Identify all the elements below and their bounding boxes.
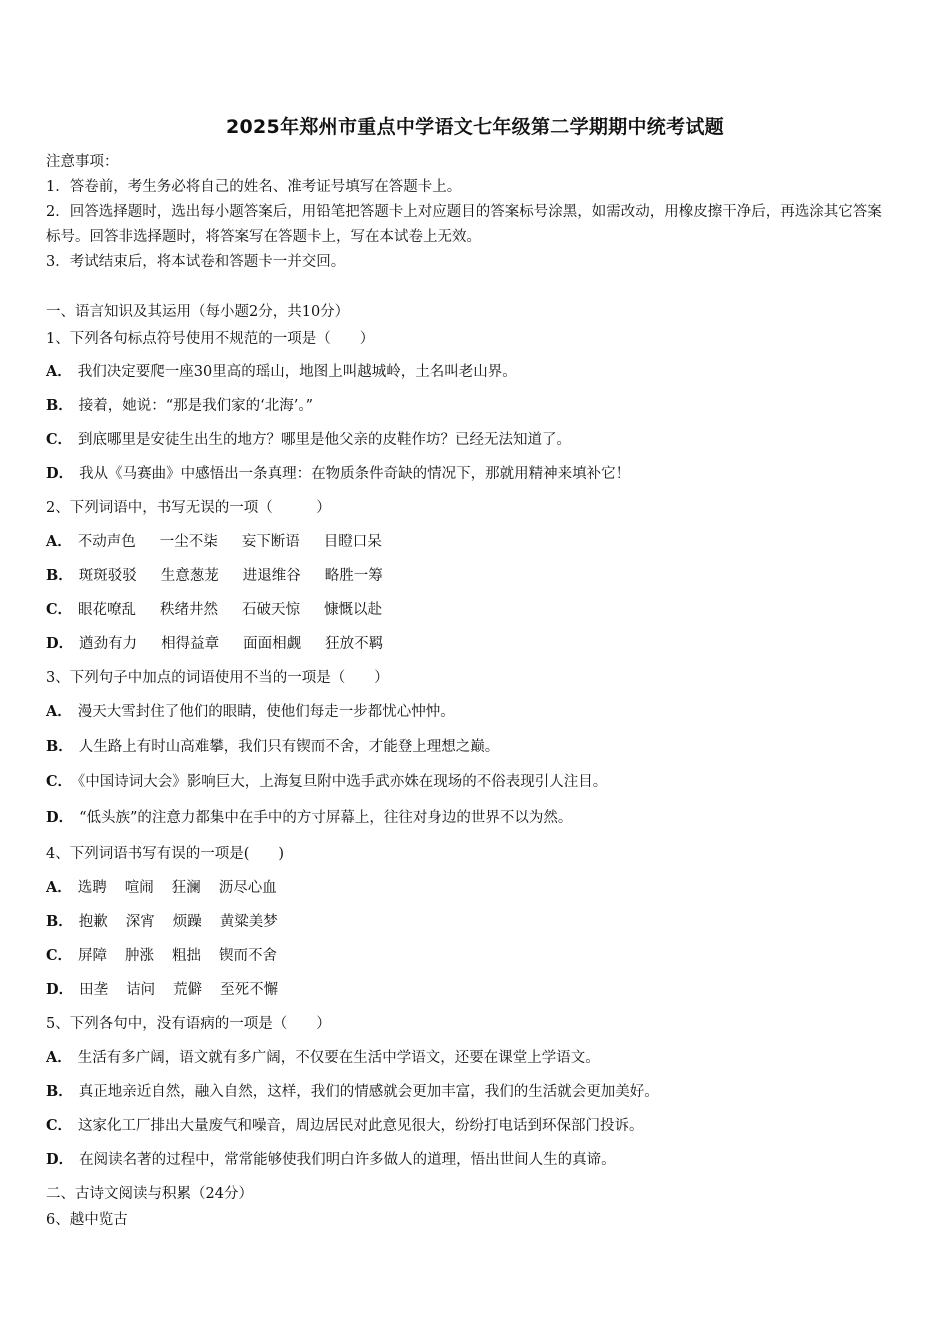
q3-stem: 3、下列句子中加点的词语使用不当的一项是（ ） — [46, 670, 389, 686]
q4-option-b: B． 抱歉 深宵 烦躁 黄粱美梦 — [46, 913, 278, 930]
note-item: 2．回答选择题时，选出每小题答案后，用铅笔把答题卡上对应题目的答案标号涂黑，如需改动，用橡皮擦干净后，再选涂其它答案标号。回答非选择题时，将答案写在答题卡上，写在本试卷上无效。 — [46, 204, 882, 245]
q5-option-d: D． 在阅读名著的过程中，常常能够使我们明白许多做人的道理，悟出世间人生的真谛。 — [46, 1151, 616, 1168]
q5-option-c: C． 这家化工厂排出大量废气和噪音，周边居民对此意见很大，纷纷打电话到环保部门投诉。 — [46, 1117, 644, 1134]
option-text: 人生路上有时山高难攀，我们只有锲而不舍，才能登上理想之巅。 — [78, 739, 500, 755]
option-text: 《中国诗词大会》影响巨大，上海复旦附中选手武亦姝在现场的不俗表现引人注目。 — [78, 774, 608, 790]
q1-option-a: A． 我们决定要爬一座30里高的瑶山，地图上叫越城岭，土名叫老山界。 — [46, 363, 517, 380]
option-text: 真正地亲近自然，融入自然，这样，我们的情感就会更加丰富，我们的生活就会更加美好。 — [78, 1084, 659, 1100]
option-text: 漫天大雪封住了他们的眼睛，使他们每走一步都忧心忡忡。 — [77, 704, 455, 720]
q1-option-c: C． 到底哪里是安徒生出生的地方？哪里是他父亲的皮鞋作坊？已经无法知道了。 — [46, 431, 572, 448]
q1-option-d: D． 我从《马赛曲》中感悟出一条真理：在物质条件奇缺的情况下，那就用精神来填补它！ — [46, 465, 631, 482]
q5-stem: 5、下列各句中，没有语病的一项是（ ） — [46, 1016, 331, 1032]
q3-option-a: A． 漫天大雪封住了他们的眼睛，使他们每走一步都忧心忡忡。 — [46, 703, 455, 720]
q6-stem: 6、越中览古 — [46, 1212, 128, 1228]
q4-option-d: D． 田垄 诘问 荒僻 至死不懈 — [46, 981, 279, 998]
option-text: “低头族”的注意力都集中在手中的方寸屏幕上，往往对身边的世界不以为然。 — [79, 810, 573, 826]
section-heading-2: 二、古诗文阅读与积累（24分） — [46, 1186, 253, 1202]
option-text: 我们决定要爬一座30里高的瑶山，地图上叫越城岭，土名叫老山界。 — [77, 364, 517, 380]
q3-option-d: D． “低头族”的注意力都集中在手中的方寸屏幕上，往往对身边的世界不以为然。 — [46, 809, 573, 826]
q2-option-c: C． 眼花嘹乱 秩绪井然 石破天惊 慷慨以赴 — [46, 601, 383, 618]
note-item: 3．考试结束后，将本试卷和答题卡一并交回。 — [46, 254, 346, 270]
q5-option-b: B． 真正地亲近自然，融入自然，这样，我们的情感就会更加丰富，我们的生活就会更加美好。 — [46, 1083, 659, 1100]
option-text: 到底哪里是安徒生出生的地方？哪里是他父亲的皮鞋作坊？已经无法知道了。 — [78, 432, 572, 448]
q3-option-b: B． 人生路上有时山高难攀，我们只有锲而不舍，才能登上理想之巅。 — [46, 738, 500, 755]
page-title: 2025年郑州市重点中学语文七年级第二学期期中统考试题 — [226, 116, 724, 138]
option-text: 在阅读名著的过程中，常常能够使我们明白许多做人的道理，悟出世间人生的真谛。 — [79, 1152, 616, 1168]
q4-stem: 4、下列词语书写有误的一项是( ) — [46, 846, 285, 862]
q2-option-a: A． 不动声色 一尘不柒 妄下断语 目瞪口呆 — [46, 533, 382, 550]
q5-option-a: A． 生活有多广阔，语文就有多广阔，不仅要在生活中学语文，还要在课堂上学语文。 — [46, 1049, 600, 1066]
section-heading-1: 一、语言知识及其运用（每小题2分，共10分） — [46, 304, 350, 320]
option-text: 接着，她说：“那是我们家的‘北海’。” — [78, 398, 314, 414]
q1-option-b: B． 接着，她说：“那是我们家的‘北海’。” — [46, 397, 314, 414]
note-item: 1．答卷前，考生务必将自己的姓名、准考证号填写在答题卡上。 — [46, 179, 462, 195]
q2-stem: 2、下列词语中，书写无误的一项（ ） — [46, 500, 331, 516]
q2-option-b: B． 斑斑驳驳 生意葱茏 进退维谷 略胜一筹 — [46, 567, 383, 584]
option-text: 我从《马赛曲》中感悟出一条真理：在物质条件奇缺的情况下，那就用精神来填补它！ — [79, 466, 631, 482]
q4-option-c: C． 屏障 肿涨 粗拙 锲而不舍 — [46, 947, 278, 964]
option-text: 这家化工厂排出大量废气和噪音，周边居民对此意见很大，纷纷打电话到环保部门投诉。 — [78, 1118, 644, 1134]
q2-option-d: D． 遒劲有力 相得益章 面面相觑 狂放不羁 — [46, 635, 384, 652]
q1-stem: 1、下列各句标点符号使用不规范的一项是（ ） — [46, 331, 375, 347]
notes-heading: 注意事项： — [46, 154, 119, 170]
q3-option-c: C． 《中国诗词大会》影响巨大，上海复旦附中选手武亦姝在现场的不俗表现引人注目。 — [46, 773, 608, 790]
q4-option-a: A． 选聘 喧闹 狂澜 沥尽心血 — [46, 879, 277, 896]
option-text: 生活有多广阔，语文就有多广阔，不仅要在生活中学语文，还要在课堂上学语文。 — [77, 1050, 600, 1066]
notes-block — [46, 150, 896, 275]
